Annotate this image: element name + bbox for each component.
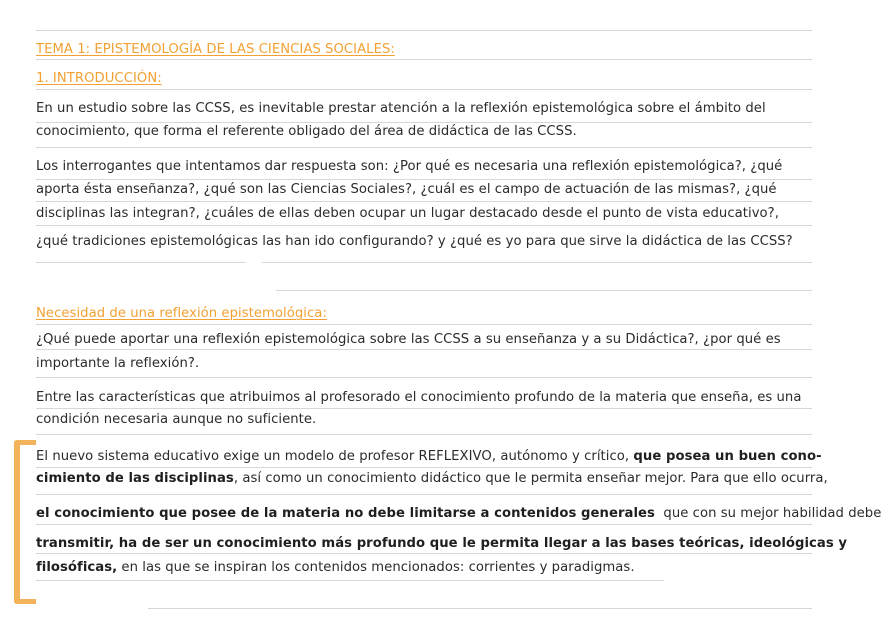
paragraph-line: conocimiento, que forma el referente obligado del área de didáctica de las CCSS. [36,124,577,139]
ruled-line [36,580,664,581]
text-normal: El nuevo sistema educativo exige un modelo de profesor REFLEXIVO, autónomo y crítico, [36,449,634,464]
text-normal: en las que se inspiran los contenidos mencionados: corrientes y paradigmas. [117,560,635,575]
ruled-line [36,147,812,148]
paragraph-line: Los interrogantes que intentamos dar respuesta son: ¿Por qué es necesaria una reflexión epistemológica?, ¿qué [36,159,783,174]
paragraph-line: condición necesaria aunque no suficiente. [36,412,317,427]
ruled-line [36,225,812,226]
paragraph-line [36,559,635,577]
ruled-line [36,201,812,202]
paragraph-line [36,470,828,488]
page-title: TEMA 1: EPISTEMOLOGÍA DE LAS CIENCIAS SOCIALES: [36,42,395,57]
text-bold: cimiento de las disciplinas [36,471,234,486]
highlight-bracket [14,440,36,604]
paragraph-line [36,535,847,553]
text-normal: , así como un conocimiento didáctico que le permita enseñar mejor. Para que ello ocurra, [233,471,828,486]
ruled-line [148,608,812,609]
ruled-line [36,179,812,180]
ruled-line [36,524,812,525]
paragraph-line: Entre las características que atribuimos al profesorado el conocimiento profundo de la materia que enseña, es una [36,390,802,405]
text-bold: transmitir, ha de ser un conocimiento más profundo que le permita llegar a las bases teóricas, ideológicas y [36,536,848,551]
paragraph-line: ¿qué tradiciones epistemológicas las han ido configurando? y ¿qué es yo para que sirve la didáctica de las CCSS? [36,234,793,249]
paragraph-line [36,505,881,523]
ruled-line [36,467,812,468]
ruled-line [36,494,812,495]
ruled-line [36,59,812,60]
ruled-line [36,377,812,378]
text-bold: que posea un buen cono- [633,449,822,464]
ruled-line [36,408,812,409]
paragraph-line: En un estudio sobre las CCSS, es inevitable prestar atención a la reflexión epistemológica sobre el ámbito del [36,101,766,116]
text-bold: filosóficas, [36,560,118,575]
paragraph-line: ¿Qué puede aportar una reflexión epistemológica sobre las CCSS a su enseñanza y a su Didáctica?, ¿por qué es [36,332,781,347]
ruled-line [36,324,812,325]
paragraph-line: aporta ésta enseñanza?, ¿qué son las Ciencias Sociales?, ¿cuál es el campo de actuación de las mismas?, ¿qué [36,182,777,197]
text-bold: el conocimiento que posee de la materia no debe limitarse a contenidos generales [36,506,655,521]
paragraph-line: disciplinas las integran?, ¿cuáles de ellas deben ocupar un lugar destacado desde el punto de vista educativo?, [36,206,779,221]
ruled-line [36,553,812,554]
ruled-line [276,290,812,291]
ruled-line [36,89,812,90]
ruled-line [36,30,812,31]
ruled-line [36,262,246,263]
paragraph-line [36,448,822,466]
text-normal: que con su mejor habilidad debe [654,506,881,521]
ruled-line [262,262,812,263]
section-heading-necesidad: Necesidad de una reflexión epistemológica: [36,306,327,321]
ruled-line [36,349,812,350]
paragraph-line: importante la reflexión?. [36,356,200,371]
ruled-line [36,434,812,435]
section-heading-introduccion: 1. INTRODUCCIÓN: [36,71,162,86]
